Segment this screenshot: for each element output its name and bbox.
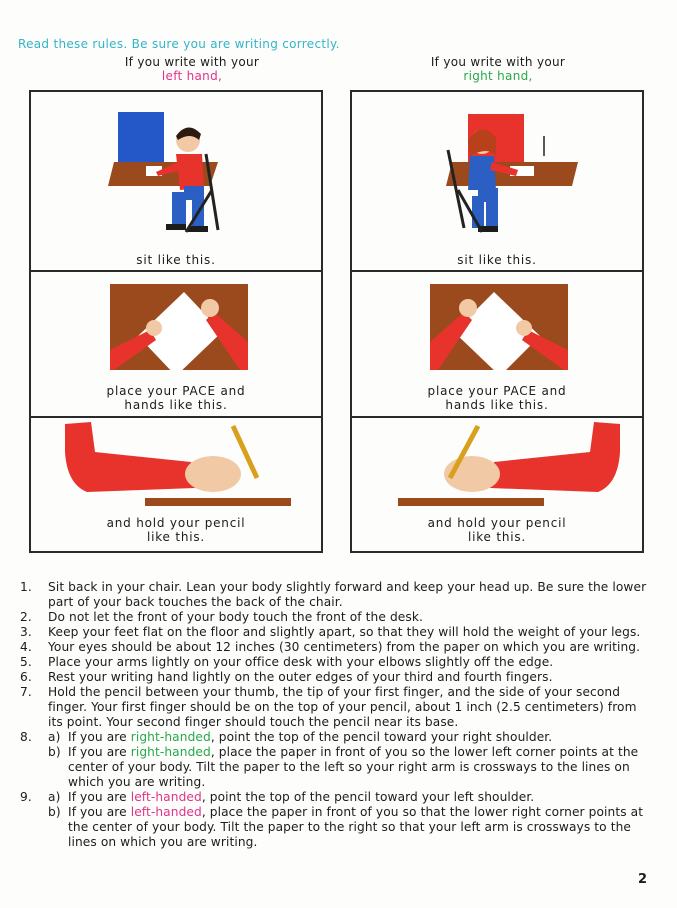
left-sitting-row (31, 92, 321, 272)
right-paper-row (352, 272, 642, 418)
left-heading-text: If you write with your (124, 55, 260, 69)
rule-5-text: Place your arms lightly on your office desk with your elbows slightly off the edge. (48, 655, 554, 669)
right-handed-term: right-handed (130, 745, 211, 759)
rule-4-text: Your eyes should be about 12 inches (30 centimeters) from the paper on which you are writing. (48, 640, 641, 654)
rule-7: 7. Hold the pencil between your thumb, the tip of your first finger, and the side of your second finger. Your first finger should be on the top of your pencil, about 1 inch (2.5 centimeters) from its point. Your second finger should touch the pencil near its base. (20, 685, 637, 729)
rule-4: 4. Your eyes should be about 12 inches (30 centimeters) from the paper on which you are writing. (20, 640, 641, 654)
right-sitting-illustration (442, 110, 582, 238)
left-pencil-illustration (61, 422, 293, 508)
right-hand-label: right hand, (463, 69, 533, 83)
rule-5: 5. Place your arms lightly on your office desk with your elbows slightly off the edge. (20, 655, 554, 669)
rule-2-text: Do not let the front of your body touch the front of the desk. (48, 610, 423, 624)
right-pencil-caption-2: like this. (467, 530, 527, 544)
rule-3: 3. Keep your feet flat on the floor and slightly apart, so that they will hold the weight of your legs. (20, 625, 641, 639)
left-sit-caption: sit like this. (136, 253, 216, 267)
right-paper-caption-2: hands like this. (445, 398, 549, 412)
rule-2: 2. Do not let the front of your body touch the front of the desk. (20, 610, 423, 624)
rule-3-text: Keep your feet flat on the floor and slightly apart, so that they will hold the weight of your legs. (48, 625, 641, 639)
left-paper-illustration (110, 284, 248, 370)
intro-instruction: Read these rules. Be sure you are writing correctly. (18, 37, 340, 51)
rule-7-text: Hold the pencil between your thumb, the tip of your first finger, and the side of your second finger. Your first finger should be on the top of your pencil, about 1 inch (2.5 centimeters) from its point. Your second finger should touch the pencil near its base. (48, 685, 637, 729)
right-pencil-row (352, 418, 642, 553)
rule-1: 1. Sit back in your chair. Lean your body slightly forward and keep your head up. Be sure the lower part of your back touches the back of the chair. (20, 580, 647, 609)
left-column-heading (92, 55, 292, 83)
rule-8b: b) If you are right-handed, place the paper in front of you so the lower left corner points at the center of your body. Tilt the paper to the left so your right arm is crossways to the lines on which you are writing. (48, 745, 639, 789)
left-pencil-row (31, 418, 321, 553)
rule-1-text: Sit back in your chair. Lean your body slightly forward and keep your head up. Be sure the lower part of your back touches the back of the chair. (48, 580, 647, 609)
right-sit-caption: sit like this. (457, 253, 537, 267)
left-paper-caption-2: hands like this. (124, 398, 228, 412)
left-sitting-illustration (106, 110, 246, 238)
rules-list (20, 580, 650, 850)
right-paper-caption-1: place your PACE and (427, 384, 567, 398)
rule-8a: 8. a) If you are right-handed, point the top of the pencil toward your right shoulder. (20, 730, 553, 744)
rule-6-text: Rest your writing hand lightly on the outer edges of your third and fourth fingers. (48, 670, 553, 684)
rule-9b: b) If you are left-handed, place the paper in front of you so that the lower right corner points at the center of your body. Tilt the paper to the right so that your left arm is crossways to the lines on which you are writing. (48, 805, 644, 849)
left-handed-term: left-handed (130, 805, 202, 819)
right-paper-illustration (430, 284, 568, 370)
left-hand-panel (29, 90, 323, 553)
right-heading-text: If you write with your (430, 55, 566, 69)
right-pencil-caption-1: and hold your pencil (427, 516, 567, 530)
page-number: 2 (637, 872, 647, 887)
right-column-heading (398, 55, 598, 83)
left-pencil-caption-1: and hold your pencil (106, 516, 246, 530)
right-sitting-row (352, 92, 642, 272)
right-hand-panel (350, 90, 644, 553)
rule-9a: 9. a) If you are left-handed, point the top of the pencil toward your left shoulder. (20, 790, 535, 804)
right-pencil-illustration (392, 422, 624, 508)
rule-6: 6. Rest your writing hand lightly on the outer edges of your third and fourth fingers. (20, 670, 553, 684)
left-paper-row (31, 272, 321, 418)
left-paper-caption-1: place your PACE and (106, 384, 246, 398)
right-handed-term: right-handed (130, 730, 211, 744)
left-pencil-caption-2: like this. (146, 530, 206, 544)
left-handed-term: left-handed (130, 790, 202, 804)
left-hand-label: left hand, (161, 69, 223, 83)
